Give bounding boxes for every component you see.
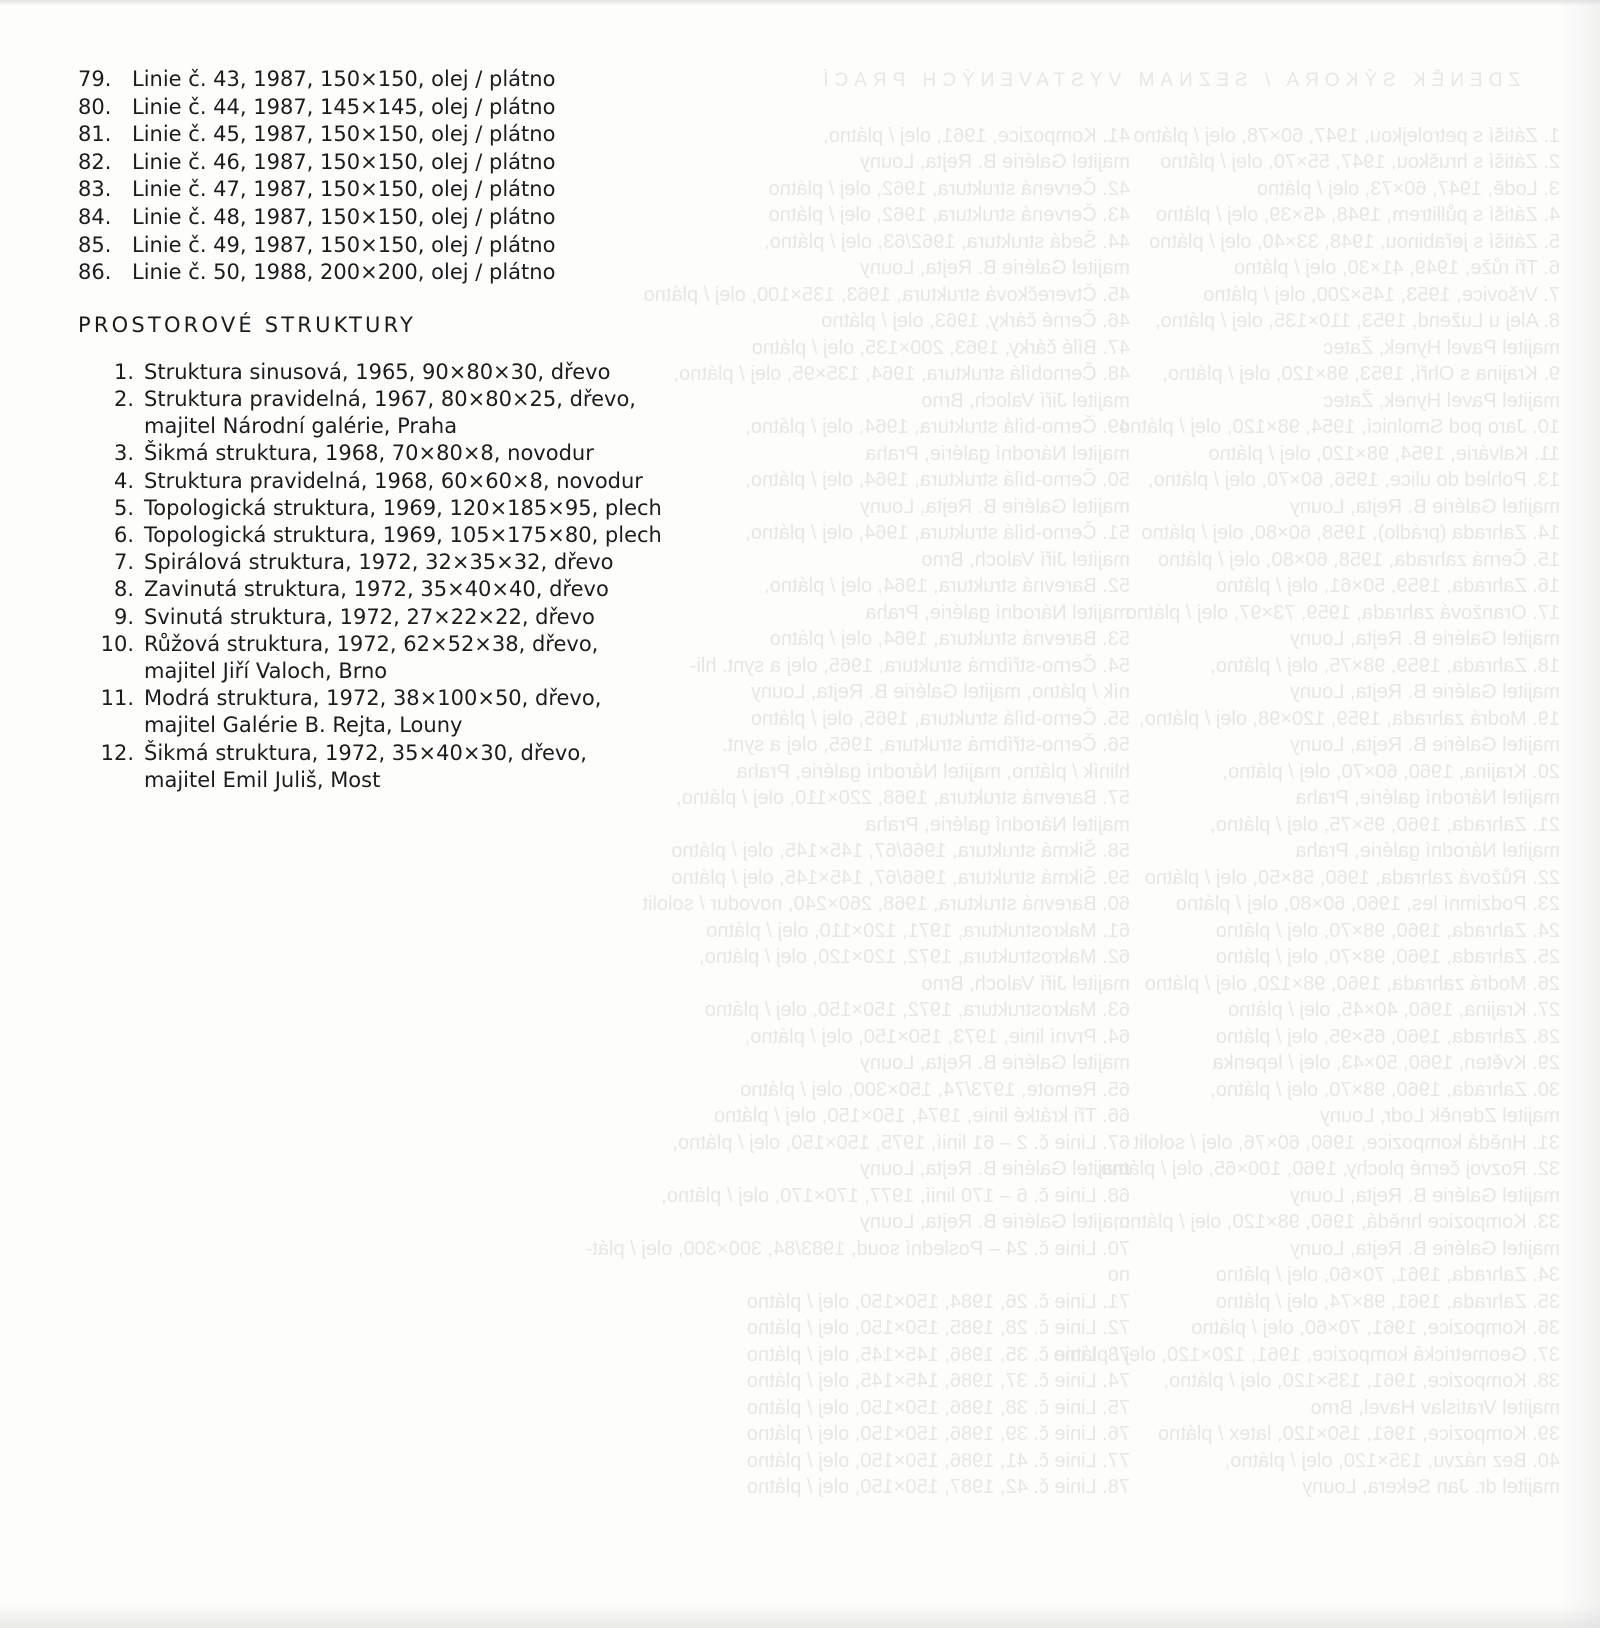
reverse-line: 52. Barevná struktura, 1964, olej / plátno, [764,575,1130,597]
item-text: Linie č. 45, 1987, 150×150, olej / plátno [132,122,556,147]
item-number: 8. [113,577,134,602]
reverse-line: 60. Barevná struktura, 1968, 260×240, novodur / sololit [642,893,1130,915]
reverse-line: 8. Alej u Lužend, 1953, 110×135, olej / plátno, [1155,310,1560,332]
item-text: Šikmá struktura, 1968, 70×80×8, novodur [144,441,594,466]
item-text: Struktura sinusová, 1965, 90×80×30, dřevo [144,359,611,384]
reverse-line: majitel Galérie B. Rejta, Louny [1289,1237,1560,1260]
section-title: PROSTOROVÉ STRUKTURY [78,312,417,337]
item-number: 11. [100,686,134,711]
item-owner: majitel Galérie B. Rejta, Louny [144,713,463,738]
item-text: Topologická struktura, 1969, 105×175×80, plech [144,522,662,547]
item-text: Spirálová struktura, 1972, 32×35×32, dřevo [144,550,614,575]
reverse-line: 54. Černo-stříbrná struktura, 1965, olej a synt. hli- [689,654,1130,677]
reverse-line: 57. Barevná struktura, 1968, 220×110, olej / plátno, [676,787,1130,809]
item-number: 82. [78,149,112,174]
reverse-line: 50. Černo-bílá struktura, 1964, olej / plátno, [745,469,1130,491]
reverse-line: 62. Makrostruktura, 1972, 120×120, olej / plátno, [699,946,1130,968]
reverse-line: majitel Galérie B. Rejta, Louny [859,495,1130,518]
reverse-line: 11. Kalvárie, 1954, 98×120, olej / plátno [1208,442,1560,465]
reverse-line: majitel Národní galérie, Praha [865,813,1130,836]
reverse-line: 63. Makrostruktura, 1972, 150×150, olej / plátno [704,999,1130,1021]
item-owner: majitel Emil Juliš, Most [144,767,381,792]
item-text: Modrá struktura, 1972, 38×100×50, dřevo, [144,686,602,711]
reverse-line: majitel Galérie B. Rejta, Louny [1289,495,1560,518]
item-text: Topologická struktura, 1969, 120×185×95, plech [144,495,662,520]
reverse-line: 24. Zahrada, 1960, 98×70, olej / plátno [1215,919,1560,942]
item-number: 10. [100,631,134,656]
item-number: 83. [78,177,112,202]
list-item [78,468,698,495]
item-text: Šikmá struktura, 1972, 35×40×30, dřevo, [144,740,587,765]
reverse-line: 27. Krajina, 1960, 40×45, olej / plátno [1228,999,1560,1021]
reverse-line: 15. Černá zahrada, 1958, 60×80, olej / plátno [1158,548,1560,571]
reverse-line: 32. Rozvoj černé plochy, 1960, 100×65, olej / plátno, [1095,1158,1560,1180]
reverse-line: 40. Bez názvu, 135×120, olej / plátno, [1224,1449,1560,1472]
reverse-line: majitel Jiří Valoch, Brno [921,389,1130,412]
reverse-line: 29. Květen, 1960, 50×43, olej / lepenka [1212,1052,1560,1074]
item-body [134,631,598,685]
item-text: Linie č. 50, 1988, 200×200, olej / plátno [132,260,556,285]
page-edge-top [0,0,1600,6]
reverse-line: 47. Bílé čárky, 1963, 200×135, olej / plátno [751,336,1130,359]
reverse-line: 64. První linie, 1973, 150×150, olej / plátno, [744,1025,1130,1048]
reverse-line: 77. Linie č. 41, 1986, 150×150, olej / plátno [746,1449,1130,1472]
item-text: Růžová struktura, 1972, 62×52×38, dřevo, [144,631,599,656]
list-item [78,740,698,794]
reverse-line: 37. Geometrická kompozice, 1961, 120×120, olej / plátno [1053,1343,1560,1366]
reverse-line: 66. Tři krátké linie, 1974, 150×150, olej / plátno [713,1105,1130,1127]
reverse-line: 39. Kompozice, 1961, 150×120, latex / plátno [1158,1423,1560,1445]
reverse-line: 70. Linie č. 24 – Poslední soud, 1983/84, 300×300, olej / plát- [585,1237,1130,1260]
reverse-line: 21. Zahrada, 1960, 95×75, olej / plátno, [1210,813,1560,836]
reverse-line: 5. Zátiší s jeřabinou, 1948, 33×40, olej / plátno [1149,230,1560,253]
reverse-line: 72. Linie č. 28, 1985, 150×150, olej / plátno [746,1317,1130,1339]
reverse-line: majitel Galérie B. Rejta, Louny [859,1211,1130,1233]
reverse-line: majitel Národní galérie, Praha [1295,840,1560,862]
reverse-line: 16. Zahrada, 1959, 50×61, olej / plátno [1215,575,1560,597]
reverse-line: 61. Makrostruktura, 1971, 120×110, olej / plátno [706,919,1130,942]
reverse-line: 33. Kompozice hnědá, 1960, 98×120, olej / plátno, [1113,1211,1560,1233]
item-text: Linie č. 46, 1987, 150×150, olej / plátno [132,149,556,174]
reverse-line: 51. Černo-bílá struktura, 1964, olej / plátno, [745,522,1130,544]
reverse-line: 10. Jaro pod Smolnicí, 1954, 98×120, olej / plátno [1119,416,1560,438]
reverse-line: 78. Linie č. 42, 1987, 150×150, olej / plátno [746,1476,1130,1498]
reverse-line: 41. Kompozice, 1961, olej / plátno, [823,124,1130,147]
item-number: 84. [78,204,112,229]
item-text: Linie č. 47, 1987, 150×150, olej / plátno [132,177,556,202]
reverse-line: 75. Linie č. 38, 1986, 150×150, olej / plátno [746,1396,1130,1419]
reverse-line: 55. Černo-bílá struktura, 1965, olej / plátno [750,707,1130,730]
item-body [134,386,636,440]
reverse-line: 59. Šikmá struktura, 1966/67, 145×145, olej / plátno [671,866,1130,889]
reverse-line: 3. Lodě, 1947, 60×73, olej / plátno [1256,177,1560,200]
reverse-line: 14. Zahrada (prádlo), 1958, 60×80, olej / plátno [1141,522,1560,544]
reverse-line: 2. Zátiší s hruškou, 1947, 55×70, olej / plátno [1160,151,1560,173]
reverse-line: 44. Šedá struktura, 1962/63, olej / plátno, [764,230,1130,253]
reverse-line: 23. Podzimní les, 1960, 60×80, olej / plátno [1175,893,1560,915]
item-text: Zavinutá struktura, 1972, 35×40×40, dřevo [144,577,609,602]
item-number: 86. [78,260,112,285]
item-number: 12. [100,740,134,765]
list-item [78,232,698,260]
item-number: 6. [113,522,134,547]
reverse-line: 58. Šikmá struktura, 1966/67, 145×145, olej / plátno [671,840,1130,862]
item-body [134,522,662,549]
list-item [78,604,698,631]
list-item [78,259,698,287]
reverse-line: majitel Galérie B. Rejta, Louny [1289,734,1560,756]
reverse-line: 19. Modrá zahrada, 1959, 120×98, olej / plátno, [1139,707,1560,730]
reverse-columns [585,123,1560,1501]
item-number: 85. [78,232,112,257]
item-number: 2. [113,386,134,411]
reverse-line: majitel Galérie B. Rejta, Louny [1289,1184,1560,1207]
reverse-line: 56. Černo-stříbrná struktura, 1965, olej a synt. [722,734,1130,756]
reverse-line: 46. Černé čárky, 1963, olej / plátno [821,310,1130,332]
item-body [134,440,594,467]
page-edge-right [1560,0,1600,1628]
reverse-line: majitel Jiří Valoch, Brno [921,972,1130,995]
reverse-line: 76. Linie č. 39, 1986, 150×150, olej / plátno [746,1423,1130,1445]
reverse-line: 49. Černo-bílá struktura, 1964, olej / plátno, [745,416,1130,438]
item-text: Struktura pravidelná, 1968, 60×60×8, novodur [144,468,643,493]
reverse-line: majitel Galérie B. Rejta, Louny [859,257,1130,279]
reverse-line: 25. Zahrada, 1960, 98×70, olej / plátno [1215,946,1560,968]
reverse-line: 4. Zátiší s půllitrem, 1948, 45×39, olej / plátno [1155,204,1560,226]
reverse-line: 35. Zahrada, 1961, 98×74, olej / plátno [1215,1290,1560,1313]
reverse-line: 73. Linie č. 35, 1986, 145×145, olej / plátno [746,1343,1130,1366]
page-edge-bottom [0,1604,1600,1628]
reverse-line: ník / plátno, majitel Galérie B. Rejta, Louny [750,681,1130,703]
item-body [134,495,662,522]
reverse-left-column [1053,123,1560,1501]
reverse-line: hliník / plátno, majitel Národní galérie, Praha [736,760,1130,783]
reverse-line: 30. Zahrada, 1960, 98×70, olej / plátno, [1210,1078,1560,1101]
item-text: Linie č. 48, 1987, 150×150, olej / plátno [132,204,556,229]
reverse-line: majitel Galérie B. Rejta, Louny [1289,681,1560,703]
reverse-line: majitel Vratislav Havel, Brno [1310,1396,1560,1419]
list-item [78,149,698,177]
list-item [78,631,698,685]
item-number: 79. [78,67,112,91]
item-number: 9. [113,604,134,629]
list-item [78,549,698,576]
reverse-line: majitel Národní galérie, Praha [865,442,1130,465]
list-item [78,94,698,122]
item-number: 80. [78,94,112,119]
spatial-structures-list [78,359,698,794]
item-text: Linie č. 44, 1987, 145×145, olej / plátno [132,94,556,119]
item-number: 81. [78,122,112,147]
reverse-line: 7. Vršovice, 1953, 145×200, olej / plátno [1203,283,1560,306]
reverse-line: 31. Hnědá kompozice, 1960, 60×76, olej / sololit [1133,1131,1560,1154]
item-body [134,468,643,495]
reverse-line: 9. Krajina s Ohří, 1953, 98×120, olej / plátno, [1162,363,1560,385]
item-number: 7. [113,550,134,575]
reverse-line: majitel Jiří Valoch, Brno [921,548,1130,571]
reverse-line: 42. Červená struktura, 1962, olej / plátno [768,177,1130,200]
catalogue-content [78,66,698,794]
reverse-line: 13. Pohled do ulice, 1956, 60×70, olej / plátno, [1148,469,1560,491]
reverse-line: 34. Zahrada, 1961, 70×60, olej / plátno [1215,1264,1560,1286]
item-number: 3. [113,441,134,466]
item-text: Svinutá struktura, 1972, 27×22×22, dřevo [144,604,595,629]
reverse-line: 17. Oranžová zahrada, 1959, 73×97, olej / plátno [1125,601,1560,624]
reverse-line: 38. Kompozice, 1961, 135×120, olej / plátno, [1163,1370,1560,1392]
item-number: 5. [113,495,134,520]
list-item [78,121,698,149]
item-body [134,549,614,576]
reverse-show-through [585,50,1560,1610]
item-owner: majitel Jiří Valoch, Brno [144,658,388,683]
item-body [134,359,610,386]
reverse-line: majitel Galérie B. Rejta, Louny [1289,628,1560,650]
reverse-line: majitel dr. Jan Sekera, Louny [1302,1476,1560,1498]
list-item [78,576,698,603]
paintings-list-continued [78,66,698,287]
reverse-line: 45. Čtverečková struktura, 1963, 135×100, olej / plátno [643,283,1130,306]
reverse-line: majitel Pavel Hynek, Žatec [1323,336,1560,359]
reverse-line: majitel Galérie B. Rejta, Louny [859,1052,1130,1074]
list-item [78,176,698,204]
item-owner: majitel Národní galérie, Praha [144,414,458,439]
reverse-right-column [585,123,1130,1501]
item-text: Linie č. 49, 1987, 150×150, olej / plátno [132,232,556,257]
item-text: Linie č. 43, 1987, 150×150, olej / plátno [132,67,556,91]
reverse-title: ZDENĚK SÝKORA / SEZNAM VYSTAVENÝCH PRACÍ [817,70,1520,91]
item-text: Struktura pravidelná, 1967, 80×80×25, dřevo, [144,386,636,411]
list-item [78,495,698,522]
list-item [78,359,698,386]
reverse-line: 26. Modrá zahrada, 1960, 98×120, olej / plátno [1144,972,1560,995]
reverse-line: 20. Krajina, 1960, 60×70, olej / plátno, [1222,760,1560,783]
reverse-line: 67. Linie č. 2 – 61 linií, 1975, 150×150, olej / plátno, [672,1131,1130,1154]
reverse-line: 48. Černobílá struktura, 1964, 135×95, olej / plátno, [673,363,1130,385]
list-item [78,440,698,467]
item-number: 1. [113,359,134,384]
item-body [134,576,609,603]
reverse-line: majitel Galérie B. Rejta, Louny [859,151,1130,173]
list-item [78,204,698,232]
reverse-line: majitel Národní galérie, Praha [865,601,1130,624]
reverse-line: 53. Barevná struktura, 1964, olej / plátno [769,628,1130,650]
reverse-line: 28. Zahrada, 1960, 65×95, olej / plátno [1215,1025,1560,1048]
reverse-line: 43. Červená struktura, 1962, olej / plátno [768,204,1130,226]
reverse-line: majitel Galérie B. Rejta, Louny [859,1158,1130,1180]
reverse-line: majitel Pavel Hynek, Žatec [1323,389,1560,412]
list-item [78,522,698,549]
list-item [78,66,698,94]
item-number: 4. [113,468,134,493]
reverse-line: majitel Zdeněk Lodr, Louny [1319,1105,1560,1127]
reverse-line: 65. Remote, 1973/74, 150×300, olej / plátno [740,1078,1130,1101]
reverse-line: 36. Kompozice, 1961, 70×60, olej / plátno [1191,1317,1560,1339]
reverse-line: majitel Národní galérie, Praha [1295,787,1560,809]
list-item [78,386,698,440]
item-body [134,685,601,739]
list-item [78,685,698,739]
item-body [134,740,587,794]
reverse-line: 1. Zátiší s petrolejkou, 1947, 60×78, olej / plátno [1133,124,1560,147]
reverse-line: 6. Tři růže, 1949, 41×30, olej / plátno [1234,257,1560,279]
reverse-line: no [1107,1264,1130,1286]
reverse-line: 71. Linie č. 26, 1984, 150×150, olej / plátno [746,1290,1130,1313]
item-body [134,604,595,631]
reverse-line: 68. Linie č. 6 – 170 linií, 1977, 170×170, olej / plátno, [661,1184,1130,1207]
reverse-line: 22. Růžová zahrada, 1960, 58×50, olej / plátno [1144,866,1560,889]
reverse-line: 18. Zahrada, 1959, 98×75, olej / plátno, [1210,654,1560,677]
reverse-line: 74. Linie č. 37, 1986, 145×145, olej / plátno [746,1370,1130,1392]
